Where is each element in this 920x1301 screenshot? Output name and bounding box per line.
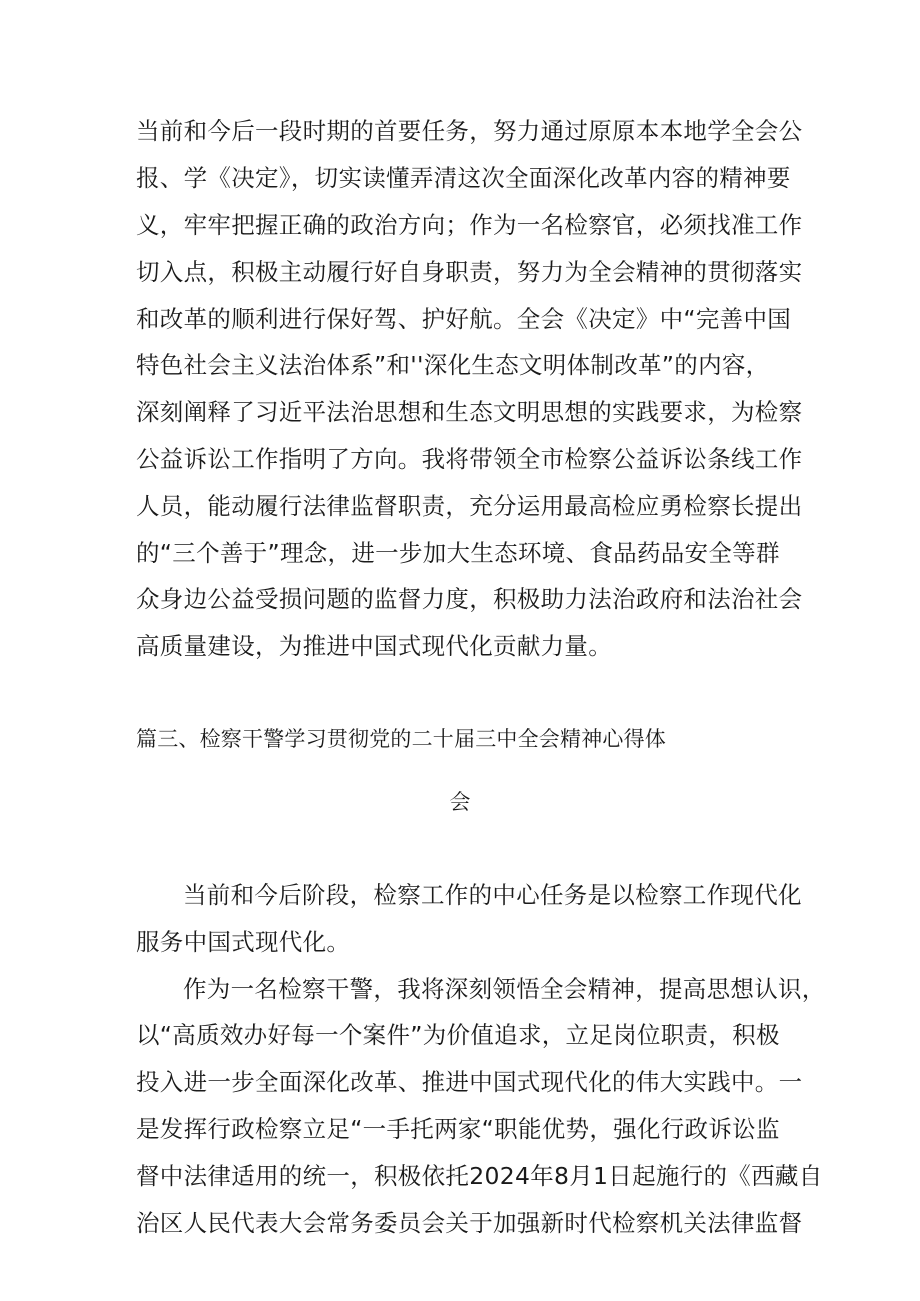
text-line: 当前和今后一段时期的首要任务，努力通过原原本本地学全会公 [136, 117, 803, 145]
text-line: 治区人民代表大会常务委员会关于加强新时代检察机关法律监督 [136, 1209, 803, 1237]
text-line: 服务中国式现代化。 [136, 928, 351, 956]
text-line: 以“高质效办好每一个案件”为价值追求，立足岗位职责，积极 [136, 1021, 780, 1049]
text-line: 当前和今后阶段，检察工作的中心任务是以检察工作现代化 [183, 881, 802, 909]
text-line: 投入进一步全面深化改革、推进中国式现代化的伟大实践中。一 [136, 1068, 803, 1096]
text-line: 特色社会主义法治体系”和''深化生态文明体制改革”的内容， [136, 351, 770, 379]
text-line: 报、学《决定》，切实读懂弄清这次全面深化改革内容的精神要 [136, 164, 791, 192]
text-line: 的“三个善于”理念，进一步加大生态环境、食品药品安全等群 [136, 539, 780, 567]
section-heading-line-2: 会 [449, 790, 471, 814]
text-line: 深刻阐释了习近平法治思想和生态文明思想的实践要求，为检察 [136, 398, 803, 426]
text-line: 和改革的顺利进行保好驾、护好航。全会《决定》中“完善中国 [136, 305, 792, 333]
text-line: 众身边公益受损问题的监督力度，积极助力法治政府和法治社会 [136, 585, 803, 613]
text-line: 高质量建设，为推进中国式现代化贡献力量。 [136, 632, 612, 660]
text-line: 人员，能动履行法律监督职责，充分运用最高检应勇检察长提出 [136, 492, 803, 520]
text-line: 切入点，积极主动履行好自身职责，努力为全会精神的贯彻落实 [136, 258, 803, 286]
text-line: 义，牢牢把握正确的政治方向；作为一名检察官，必须找准工作 [136, 211, 803, 239]
section-heading-line-1: 篇三、检察干警学习贯彻党的二十届三中全会精神心得体 [136, 727, 666, 751]
text-line: 督中法律适用的统一，积极依托2024年8月1日起施行的《西藏自 [136, 1162, 823, 1190]
text-line: 是发挥行政检察立足“一手托两家“职能优势，强化行政诉讼监 [136, 1115, 780, 1143]
text-line: 公益诉讼工作指明了方向。我将带领全市检察公益诉讼条线工作 [136, 445, 803, 473]
text-line: 作为一名检察干警，我将深刻领悟全会精神，提高思想认识， [183, 975, 826, 1003]
